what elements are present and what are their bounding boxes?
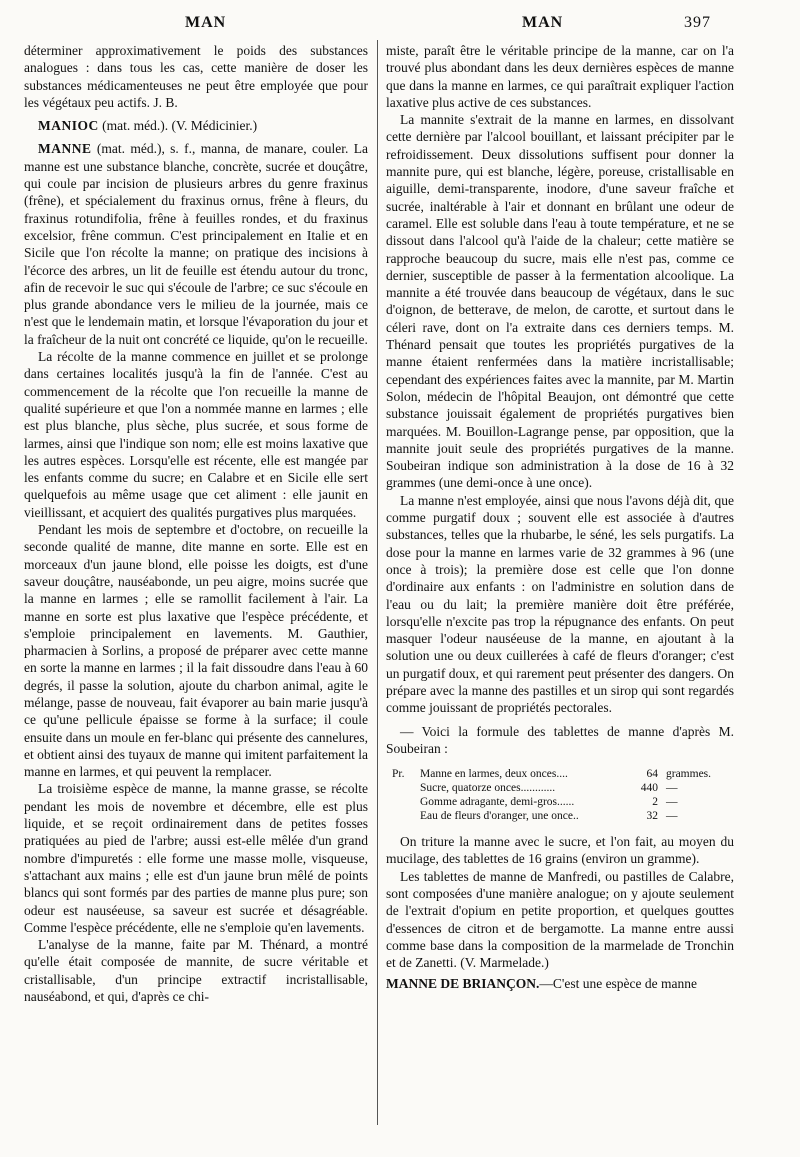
page-number: 397 — [684, 14, 711, 31]
running-head-right: MAN — [522, 14, 564, 31]
author-signature: J. B. — [153, 94, 178, 110]
manne-paragraph-3: Pendant les mois de septembre et d'octobre, on recueille la seconde qualité de manne, dite manne en sorte. Elle est en morceaux d'un jaune blond, elle poisse les doigts, est d'une saveur douçâtre, nauséabonde, un peu aigre, moins sucrée que la manne en larmes ; elle se ramollit facilement à l'air. La manne en sorte est plus laxative que l'espèce précédente, et s'emploie principalement en lavements. M. Gauthier, pharmacien à Sorlins, a proposé de préparer avec cette manne en sorte la manne en larmes ; il la fait dissoudre dans l'eau à 60 degrés, il passe la solution, ajoute du charbon animal, agite le mélange, passe de nouveau, fait évaporer au bain marie jusqu'à ce qu'une pellicule épaisse se forme à la surface; il coule ensuite dans un moule en fer-blanc qui présente des cannelures, et obtient ainsi des tuyaux de manne qui imitent parfaitement la manne en larmes, et qui peuvent la remplacer. — [24, 522, 368, 780]
headword-manne-de-briancon: MANNE DE BRIANÇON. — [386, 975, 540, 991]
right-paragraph-6: Les tablettes de manne de Manfredi, ou pastilles de Calabre, sont composées d'une manière analogue; on y ajoute seulement de l'extrait d'opium en petite proportion, et quelques gouttes d'essences de citron et de bergamotte. La manne entre aussi comme base dans la composition de la marmelade de Tronchin et de Zanetti. (V. Marmelade.) — [386, 868, 734, 971]
headword-manioc: MANIOC — [38, 118, 99, 134]
right-paragraph-2: La mannite s'extrait de la manne en larmes, en dissolvant cette dernière par l'alcool bouillant, et laissant précipiter par le refroidissement. Deux dissolutions suffisent pour donner la mannite pure, qui est blanche, légère, poreuse, cristallisable en aiguille, demi-transparente, inodore, d'une saveur fraîche et sucrée, inaltérable à l'air et donnant en brûlant une odeur de caramel. Elle est soluble dans l'eau à toute température, et ne se dissout dans l'alcool qu'à l'aide de la chaleur; cette matière se rapproche beaucoup du sucre, mais elle n'est pas, comme ce dernier, susceptible de passer à la fermentation alcoolique. La mannite a été trouvée dans beaucoup de végétaux, dans le suc d'oignon, de betterave, de melon, de carotte, et surtout dans le céleri rave, dont on l'a extraite dans ces derniers temps. M. Thénard pensait que toutes les propriétés purgatives de la manne étaient renfermées dans la matière incristallisable; cependant des expériences faites avec la mannite, par M. Martin Solon, médecin de l'hôpital Beaujon, ont démontré que cette substance jouissait également de propriétés purgatives bien marquées. M. Bouillon-Lagrange pense, par opposition, que la mannite jouit seule des propriétés purgatives de la manne. Soubeiran indique son administration à la dose de 16 à 32 grammes (une demi-once à une once). — [386, 112, 734, 491]
column-divider — [377, 40, 378, 1125]
manne-paragraph-2: La récolte de la manne commence en juillet et se prolonge dans certaines localités jusqu'à la fin de l'année. C'est au commencement de la récolte que l'on recueille la manne de qualité supérieure et que l'on a nommée manne en larmes ; elle est plus blanche, plus sèche, plus sucrée, et sous forme de larmes, ainsi que l'indique son nom; elle est moins laxative que les autres espèces. Lorsqu'elle est récente, elle est mangée par les enfants comme du sucre; en Calabre et en Sicile elle sert quelquefois au même usage que cet aliment : elle jaunit en vieillissant, et acquiert des qualités purgatives plus marquées. — [24, 349, 368, 520]
formula-row: Eau de fleurs d'oranger, une once.. 32 — — [420, 810, 678, 823]
formula-row: Gomme adragante, demi-gros...... 2 — — [420, 796, 678, 809]
left-column — [24, 42, 368, 1142]
continued-paragraph: déterminer approximativement le poids des substances analogues : dans tous les cas, cette manière de doser les substances médicamenteuses ne peut être employée que pour les végétaux peu actifs. J. B. — [24, 43, 368, 110]
right-paragraph-3: La manne n'est employée, ainsi que nous l'avons déjà dit, que comme purgatif doux ; souvent elle est associée à d'autres substances, telles que la rhubarbe, le séné, les sels purgatifs. La dose pour la manne en larmes varie de 32 grammes à 96 (une once à trois); la première dose est celle que l'on donne d'ordinaire aux enfants : on l'administre en solution dans de l'eau ou du lait; la première manière doit être préférée, lorsqu'elle n'excite pas trop la répugnance des enfants. On peut masquer l'odeur nauséeuse de la manne, en ajoutant à la solution une ou deux cuillerées à café de fleurs d'oranger; c'est un purgatif doux, et qui rarement peut présenter des dangers. On prépare avec la manne des pastilles et un sirop qui sont regardés comme jouissant de propriétés pectorales. — [386, 492, 734, 716]
entry-manne: MANNE (mat. méd.), s. f., manna, de manare, couler. La manne est une substance blanche, concrète, sucrée et douçâtre, qui coule par incision de plusieurs arbres du genre fraxinus (frêne), et spécialement du fraxinus ornus, frêne à fleurs, du fraxinus rotundifolia, frêne à feuilles rondes, et du fraxinus excelsior, frêne commun. C'est principalement en Italie et en Sicile que l'on récolte la manne; on pratique des incisions à l'écorce des arbres, un lit de feuille est étendu autour du tronc, afin de recevoir le suc qui s'écoule de l'arbre; ce suc s'écoule en plus grande abondance vers le milieu de la journée, mais ce n'est que le lendemain matin, et lorsque l'évaporation du jour et la fraîcheur de la nuit ont concrété ce liquide, qu'on le recueille. — [24, 141, 368, 347]
formula-row: Pr. Manne en larmes, deux onces.... 64 grammes. — [392, 768, 712, 781]
right-column — [386, 42, 734, 1142]
manne-paragraph-4: La troisième espèce de manne, la manne grasse, se récolte pendant les mois de novembre et décembre, elle est plus liquide, et se reçoit ordinairement dans de petites fosses pratiquées au pied de l'arbre; aussi est-elle mêlée d'un grand nombre d'impuretés : elle forme une masse molle, visqueuse, s'attachant aux mains ; elle est d'un jaune brun mêlé de points blancs qui sont formés par des parties de manne plus pure; son odeur est nauséeuse, sa saveur est sucrée et désagréable. Comme l'espèce précédente, elle ne s'emploie qu'en lavements. — [24, 781, 368, 935]
running-head-left: MAN — [185, 14, 227, 31]
recipe-formula — [392, 767, 734, 823]
headword-manne: MANNE — [38, 141, 92, 157]
formula-row: Sucre, quatorze onces............ 440 — — [420, 782, 678, 795]
entry-manne-de-briancon: MANNE DE BRIANÇON.—C'est une espèce de manne — [386, 975, 698, 991]
manne-paragraph-5: L'analyse de la manne, faite par M. Thénard, a montré qu'elle était composée de mannite, de sucre véritable et cristallisable, d'un principe extractif incristallisable, nauséabond, et qui, d'après ce chi- — [24, 937, 368, 1005]
right-paragraph-5: On triture la manne avec le sucre, et l'on fait, au moyen du mucilage, des tablettes de 16 grains (environ un gramme). — [386, 834, 734, 867]
right-paragraph-4: — Voici la formule des tablettes de manne d'après M. Soubeiran : — [386, 723, 734, 756]
right-paragraph-1: miste, paraît être le véritable principe de la manne, car on l'a trouvé plus abondant dans les deux dernières espèces de manne que dans la manne en larmes, ce qui paraîtrait expliquer l'action laxative plus active de ces substances. — [386, 43, 734, 110]
entry-manioc: MANIOC (mat. méd.). (V. Médicinier.) — [38, 118, 258, 134]
